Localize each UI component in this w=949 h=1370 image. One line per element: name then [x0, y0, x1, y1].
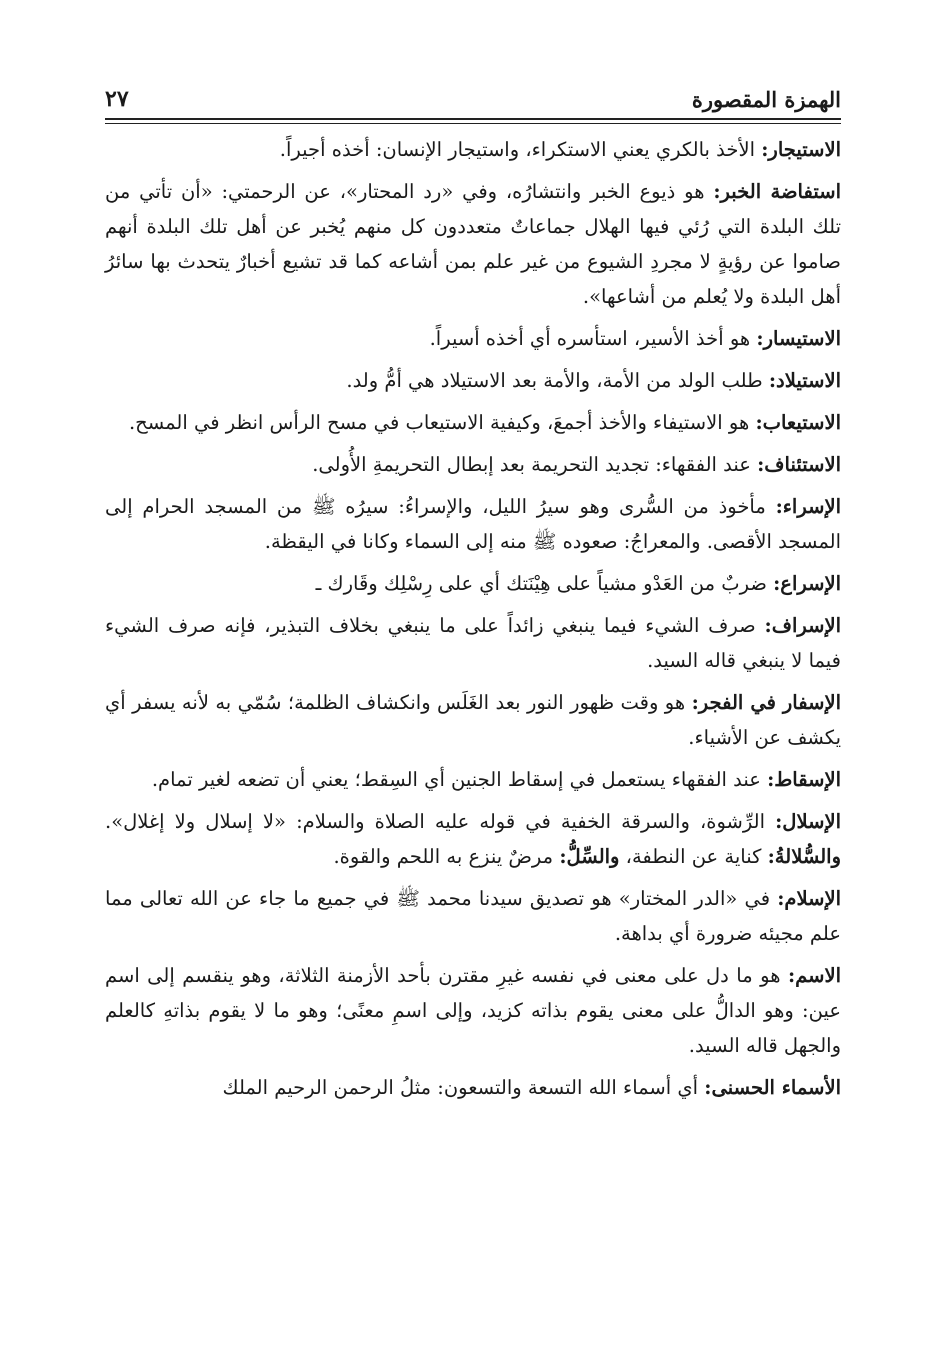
glossary-entry	[105, 608, 841, 678]
glossary-entry	[105, 447, 841, 482]
entry-term: الاستيلاد:	[768, 369, 841, 392]
glossary-entry	[105, 762, 841, 797]
glossary-entry	[105, 1070, 841, 1105]
entry-term: الإسقاط:	[767, 768, 841, 791]
entry-subterm: والسِّلُّ:	[559, 845, 620, 868]
glossary-entry	[105, 321, 841, 356]
entry-text: هو وقت ظهور النور بعد الغَلَس وانكشاف الظلمة؛ سُمّي به لأنه يسفر أي يكشف عن الأشياء.	[105, 691, 841, 749]
entry-text: في «الدر المختار» هو تصديق سيدنا محمد ﷺ في جميع ما جاء عن الله تعالى مما علم مجيئه ضرورة أي بداهة.	[105, 887, 841, 945]
glossary-entry	[105, 132, 841, 167]
entry-term: الأسماء الحسنى:	[704, 1076, 841, 1099]
glossary-entry	[105, 881, 841, 951]
glossary-entry	[105, 566, 841, 601]
entry-term: الاستئناف:	[757, 453, 841, 476]
glossary-entry	[105, 405, 841, 440]
entry-text: أي أسماء الله التسعة والتسعون: مثلُ الرحمن الرحيم الملك	[222, 1076, 705, 1099]
header-rule	[105, 118, 841, 124]
entry-text: عند الفقهاء يستعمل في إسقاط الجنين أي السِقط؛ يعني أن تضعه لغير تمام.	[151, 768, 768, 791]
entry-subtext: مرضٌ ينزع به اللحم والقوة.	[333, 845, 560, 868]
entry-text: هو ما دل على معنى في نفسه غيرِ مقترن بأحد الأزمنة الثلاثة، وهو ينقسم إلى اسم عين: وهو الدالُّ على معنى يقوم بذاته كزيد، وإلى اسمِ معنًى؛ وهو ما لا يقوم بذاتهِ كالعلم والجهل قاله السيد.	[105, 964, 841, 1057]
entry-term: الإسفار في الفجر:	[691, 691, 841, 714]
entry-term: الاسم:	[787, 964, 841, 987]
entry-term: الإسراع:	[773, 572, 841, 595]
entry-text: مأخوذ من السُّرى وهو سيرُ الليل، والإسراءُ: سيرُه ﷺ من المسجد الحرام إلى المسجد الأقصى. والمعراجُ: صعوده ﷺ منه إلى السماء وكانا في اليقظة.	[105, 495, 841, 553]
entry-term: الإسلام:	[777, 887, 841, 910]
running-title: الهمزة المقصورة	[691, 87, 841, 112]
entry-subterm: والسُّلالةُ:	[767, 845, 841, 868]
entry-term: الإسراف:	[764, 614, 841, 637]
entry-term: الاستيجار:	[761, 138, 841, 161]
entry-text: الرِّشوة، والسرقة الخفية في قوله عليه الصلاة والسلام: «لا إسلال ولا إغلال».	[105, 810, 776, 833]
glossary-entry	[105, 174, 841, 314]
entry-term: استفاضة الخبر:	[713, 180, 841, 203]
entry-text: ضربٌ من العَدْو مشياً على هِيْنَتك أي على رِسْلِك وقَارك ـ	[315, 572, 774, 595]
entry-term: الإسراء:	[775, 495, 841, 518]
entry-text: عند الفقهاء: تجديد التحريمة بعد إبطال التحريمةِ الأُولى.	[312, 453, 758, 476]
entry-text: طلب الولد من الأمة، والأمة بعد الاستيلاد هي أمُّ ولد.	[346, 369, 769, 392]
entry-subtext: كناية عن النطفة،	[619, 845, 768, 868]
entry-text: الأخذ بالكري يعني الاستكراء، واستيجار الإنسان: أخذه أجيراً.	[279, 138, 762, 161]
glossary-entry	[105, 489, 841, 559]
glossary-entry	[105, 685, 841, 755]
entry-term: الإسلال:	[775, 810, 841, 833]
entry-term: الاستيعاب:	[755, 411, 841, 434]
page-number: ٢٧	[105, 86, 129, 112]
entry-text: صرف الشيء فيما ينبغي زائداً على ما ينبغي بخلاف التبذير، فإنه صرف الشيء فيما لا ينبغي قاله السيد.	[105, 614, 841, 672]
entry-text: هو الاستيفاء والأخذ أجمعَ، وكيفية الاستيعاب في مسح الرأس انظر في المسح.	[128, 411, 756, 434]
entry-text: هو ذيوع الخبر وانتشارُه، وفي «رد المحتار»، عن الرحمتي: «أن تأتي من تلك البلدة التي رُئي فيها الهلال جماعاتٌ متعددون كل منهم يُخبر عن أهل تلك البلدة أنهم صاموا عن رؤيةٍ لا مجردِ الشيوع من غير علم بمن أشاعه كما قد تشيع أخبارٌ يتحدث بها سائرُ أهل البلدة ولا يُعلم من أشاعها».	[105, 180, 841, 308]
glossary-entry	[105, 958, 841, 1063]
entry-term: الاستيسار:	[756, 327, 841, 350]
glossary-entry	[105, 363, 841, 398]
glossary-entry	[105, 804, 841, 874]
entry-text: هو أخذ الأسير، استأسره أي أخذه أسيراً.	[429, 327, 757, 350]
page-header	[105, 72, 841, 112]
glossary-body	[105, 132, 841, 1112]
